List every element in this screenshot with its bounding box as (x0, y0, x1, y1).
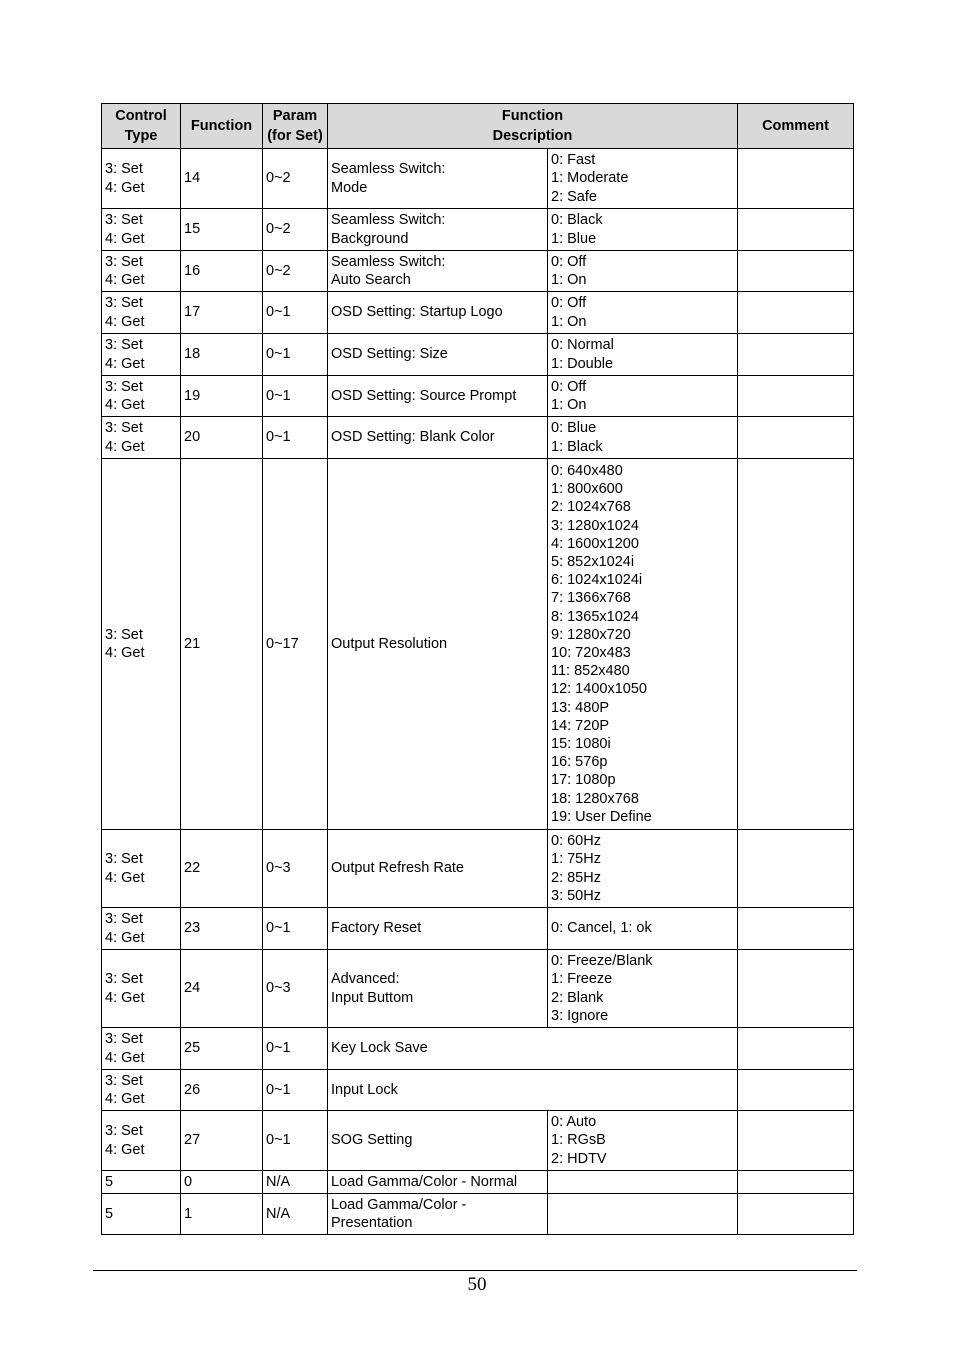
header-control-type: Control Type (102, 104, 181, 149)
cell-values: 0: Off 1: On (548, 251, 738, 292)
cell-param: 0~1 (263, 292, 328, 334)
table-row (102, 459, 854, 830)
cell-description: Load Gamma/Color - Presentation (328, 1194, 548, 1235)
cell-param: 0~2 (263, 149, 328, 209)
cell-function: 16 (181, 251, 263, 292)
cell-function: 15 (181, 209, 263, 251)
cell-values: 0: Blue 1: Black (548, 417, 738, 459)
table-row (102, 1028, 854, 1070)
cell-param: N/A (263, 1194, 328, 1235)
cell-comment (738, 209, 854, 251)
cell-description: Seamless Switch: Auto Search (328, 251, 548, 292)
cell-comment (738, 950, 854, 1028)
cell-comment (738, 1070, 854, 1111)
cell-function: 23 (181, 908, 263, 950)
cell-description: OSD Setting: Blank Color (328, 417, 548, 459)
cell-values: 0: Fast 1: Moderate 2: Safe (548, 149, 738, 209)
cell-description: Input Lock (328, 1070, 738, 1111)
cell-comment (738, 1111, 854, 1171)
table-row (102, 334, 854, 376)
cell-comment (738, 1028, 854, 1070)
cell-control-type: 3: Set 4: Get (102, 417, 181, 459)
cell-comment (738, 417, 854, 459)
cell-values: 0: Cancel, 1: ok (548, 908, 738, 950)
cell-comment (738, 334, 854, 376)
table-row (102, 1070, 854, 1111)
cell-description: Seamless Switch: Background (328, 209, 548, 251)
cell-values: 0: Black 1: Blue (548, 209, 738, 251)
cell-function: 26 (181, 1070, 263, 1111)
header-description: Function Description (328, 104, 738, 149)
cell-control-type: 5 (102, 1171, 181, 1194)
cell-param: 0~1 (263, 908, 328, 950)
cell-function: 20 (181, 417, 263, 459)
cell-comment (738, 1194, 854, 1235)
cell-control-type: 3: Set 4: Get (102, 209, 181, 251)
cell-description: OSD Setting: Size (328, 334, 548, 376)
cell-description: Load Gamma/Color - Normal (328, 1171, 548, 1194)
cell-values (548, 1171, 738, 1194)
cell-function: 0 (181, 1171, 263, 1194)
header-comment: Comment (738, 104, 854, 149)
table-row (102, 830, 854, 908)
cell-comment (738, 459, 854, 830)
table-row (102, 209, 854, 251)
cell-function: 21 (181, 459, 263, 830)
cell-control-type: 3: Set 4: Get (102, 1028, 181, 1070)
cell-values: 0: Auto 1: RGsB 2: HDTV (548, 1111, 738, 1171)
cell-function: 17 (181, 292, 263, 334)
cell-comment (738, 251, 854, 292)
cell-function: 18 (181, 334, 263, 376)
cell-param: 0~1 (263, 1028, 328, 1070)
cell-control-type: 3: Set 4: Get (102, 459, 181, 830)
cell-description: Advanced: Input Buttom (328, 950, 548, 1028)
cell-function: 22 (181, 830, 263, 908)
cell-description: Factory Reset (328, 908, 548, 950)
cell-param: 0~17 (263, 459, 328, 830)
cell-values: 0: 640x480 1: 800x600 2: 1024x768 3: 1280x1024 4: 1600x1200 5: 852x1024i 6: 1024x1024i 7: 1366x768 8: 1365x1024 9: 1280x720 10: 720x483 11: 852x480 12: 1400x1050 13: 480P 14: 720P 15: 1080i 16: 576p 17: 1080p 18: 1280x768 19: User Define (548, 459, 738, 830)
cell-control-type: 3: Set 4: Get (102, 334, 181, 376)
cell-values: 0: Off 1: On (548, 292, 738, 334)
table-row (102, 908, 854, 950)
cell-values: 0: Off 1: On (548, 376, 738, 417)
cell-description: OSD Setting: Source Prompt (328, 376, 548, 417)
cell-control-type: 3: Set 4: Get (102, 830, 181, 908)
footer-divider (93, 1270, 857, 1271)
table-row (102, 149, 854, 209)
page-number: 50 (467, 1274, 487, 1295)
cell-function: 24 (181, 950, 263, 1028)
cell-values: 0: Normal 1: Double (548, 334, 738, 376)
cell-param: 0~3 (263, 950, 328, 1028)
cell-control-type: 3: Set 4: Get (102, 251, 181, 292)
cell-param: 0~1 (263, 1070, 328, 1111)
cell-comment (738, 908, 854, 950)
table-row (102, 251, 854, 292)
cell-control-type: 3: Set 4: Get (102, 376, 181, 417)
cell-function: 27 (181, 1111, 263, 1171)
cell-control-type: 3: Set 4: Get (102, 292, 181, 334)
cell-values: 0: Freeze/Blank 1: Freeze 2: Blank 3: Ignore (548, 950, 738, 1028)
cell-param: 0~1 (263, 417, 328, 459)
table-row (102, 950, 854, 1028)
header-row (102, 104, 854, 149)
cell-param: 0~2 (263, 251, 328, 292)
cell-comment (738, 376, 854, 417)
header-param: Param (for Set) (263, 104, 328, 149)
cell-control-type: 3: Set 4: Get (102, 149, 181, 209)
cell-values (548, 1194, 738, 1235)
cell-function: 19 (181, 376, 263, 417)
table-row (102, 292, 854, 334)
cell-param: 0~3 (263, 830, 328, 908)
header-function: Function (181, 104, 263, 149)
cell-param: 0~1 (263, 376, 328, 417)
cell-comment (738, 830, 854, 908)
table-row (102, 376, 854, 417)
cell-function: 25 (181, 1028, 263, 1070)
cell-control-type: 3: Set 4: Get (102, 908, 181, 950)
table-row (102, 1171, 854, 1194)
table-row (102, 417, 854, 459)
cell-comment (738, 149, 854, 209)
command-table (101, 103, 854, 1235)
cell-param: 0~1 (263, 334, 328, 376)
cell-description: Key Lock Save (328, 1028, 738, 1070)
table-row (102, 1194, 854, 1235)
cell-values: 0: 60Hz 1: 75Hz 2: 85Hz 3: 50Hz (548, 830, 738, 908)
cell-description: SOG Setting (328, 1111, 548, 1171)
cell-description: OSD Setting: Startup Logo (328, 292, 548, 334)
cell-control-type: 3: Set 4: Get (102, 1070, 181, 1111)
cell-function: 14 (181, 149, 263, 209)
cell-comment (738, 1171, 854, 1194)
cell-description: Seamless Switch: Mode (328, 149, 548, 209)
cell-control-type: 3: Set 4: Get (102, 1111, 181, 1171)
cell-description: Output Refresh Rate (328, 830, 548, 908)
cell-function: 1 (181, 1194, 263, 1235)
cell-param: 0~1 (263, 1111, 328, 1171)
cell-comment (738, 292, 854, 334)
cell-control-type: 3: Set 4: Get (102, 950, 181, 1028)
cell-control-type: 5 (102, 1194, 181, 1235)
table-row (102, 1111, 854, 1171)
cell-param: 0~2 (263, 209, 328, 251)
cell-param: N/A (263, 1171, 328, 1194)
cell-description: Output Resolution (328, 459, 548, 830)
